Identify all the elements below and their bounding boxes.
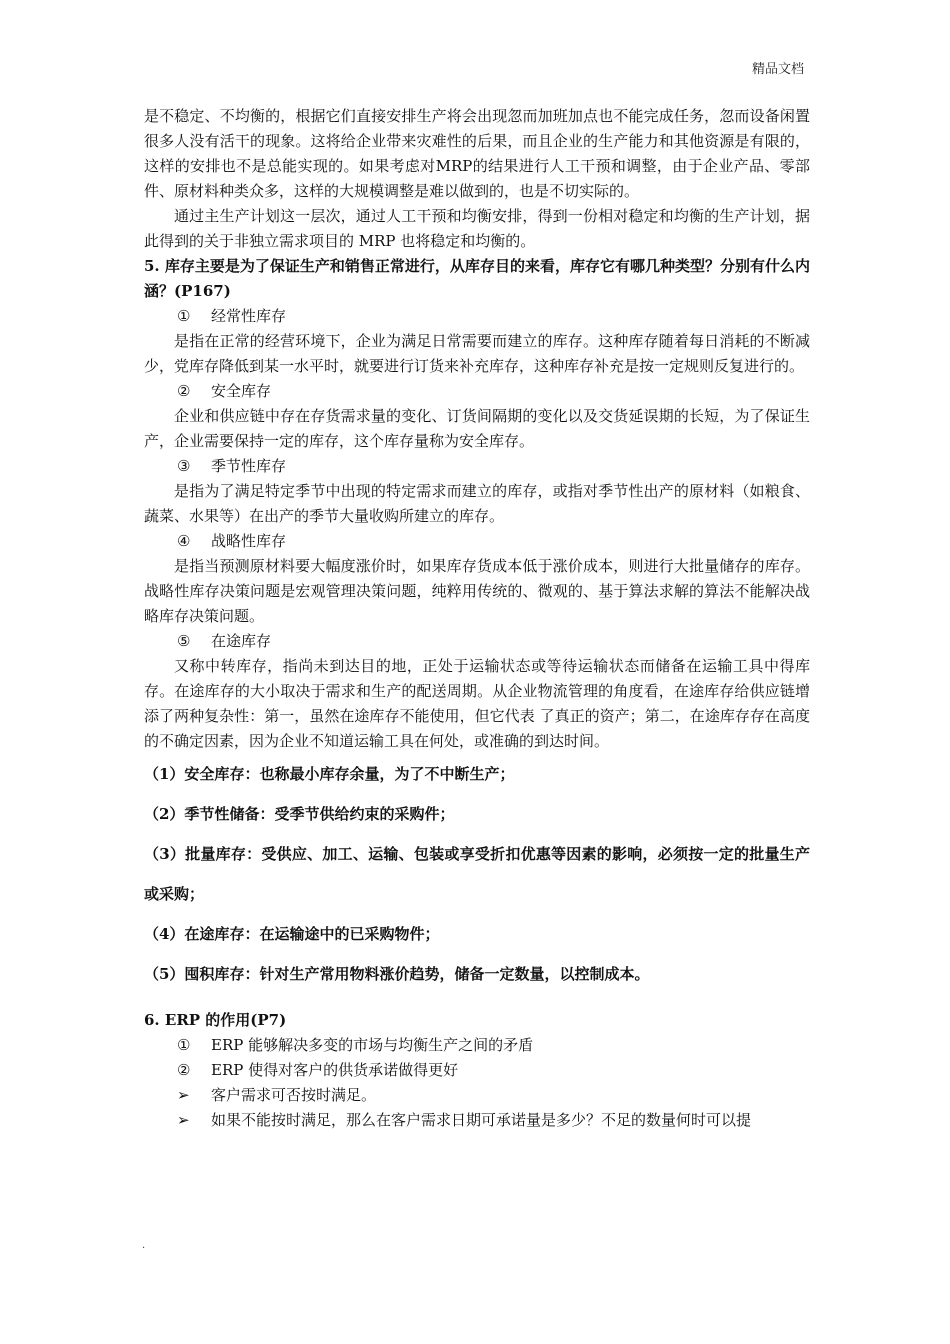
question-6-title: 6. ERP 的作用(P7) [144, 1011, 287, 1029]
type-heading: ⑤ 在途库存 [177, 632, 272, 650]
type-heading: ② 安全库存 [177, 382, 272, 400]
bold-list-item: （3）批量库存：受供应、加工、运输、包装或享受折扣优惠等因素的影响，必须按一定的批量生产或采购； [144, 845, 810, 903]
bold-list-item: （1）安全库存：也称最小库存余量，为了不中断生产； [144, 765, 515, 783]
erp-item: ② ERP 使得对客户的供货承诺做得更好 [177, 1061, 459, 1079]
paragraph: 是不稳定、不均衡的，根据它们直接安排生产将会出现忽而加班加点也不能完成任务，忽而设备闲置很多人没有活干的现象。这将给企业带来灾难性的后果，而且企业的生产能力和其他资源是有限的，这样的安排也不是总能实现的。如果考虑对MRP的结果进行人工干预和调整，由于企业产品、零部件、原材料种类众多，这样的大规模调整是难以做到的，也是不切实际的。 [144, 107, 810, 200]
erp-item: ① ERP 能够解决多变的市场与均衡生产之间的矛盾 [177, 1036, 534, 1054]
type-description: 又称中转库存，指尚未到达目的地，正处于运输状态或等待运输状态而储备在运输工具中得库存。在途库存的大小取决于需求和生产的配送周期。从企业物流管理的角度看，在途库存给供应链增添了两种复杂性：第一，虽然在途库存不能使用，但它代表 了真正的资产；第二，在途库存存在高度的不确定因素，因为企业不知道运输工具在何处，或准确的到达时间。 [144, 657, 810, 750]
paragraph: 通过主生产计划这一层次，通过人工干预和均衡安排，得到一份相对稳定和均衡的生产计划，据此得到的关于非独立需求项目的 MRP 也将稳定和均衡的。 [144, 207, 810, 250]
bold-list-item: （2）季节性储备：受季节供给约束的采购件； [144, 805, 455, 823]
header-label: 精品文档 [751, 62, 804, 77]
question-5-title: 5. 库存主要是为了保证生产和销售正常进行，从库存目的来看，库存它有哪几种类型？分别有什么内涵？(P167) [144, 257, 810, 300]
type-heading: ③ 季节性库存 [177, 457, 287, 475]
type-description: 是指为了满足特定季节中出现的特定需求而建立的库存，或指对季节性出产的原材料（如粮食、蔬菜、水果等）在出产的季节大量收购所建立的库存。 [144, 482, 810, 525]
type-heading: ① 经常性库存 [177, 307, 287, 325]
bold-list [144, 754, 810, 994]
arrow-icon: ➢ [177, 1111, 190, 1129]
arrow-icon: ➢ [177, 1086, 190, 1104]
type-description: 企业和供应链中存在存货需求量的变化、订货间隔期的变化以及交货延误期的长短，为了保证生产，企业需要保持一定的库存，这个库存量称为安全库存。 [144, 407, 810, 450]
erp-subitem: ➢ 客户需求可否按时满足。 [144, 1083, 810, 1108]
document-body [144, 104, 810, 1133]
type-description: 是指在正常的经营环境下，企业为满足日常需要而建立的库存。这种库存随着每日消耗的不断减少，党库存降低到某一水平时，就要进行订货来补充库存，这种库存补充是按一定规则反复进行的。 [144, 332, 810, 375]
bold-list-item: （5）囤积库存：针对生产常用物料涨价趋势，储备一定数量，以控制成本。 [144, 965, 650, 983]
erp-subitem: ➢ 如果不能按时满足，那么在客户需求日期可承诺量是多少？不足的数量何时可以提 [144, 1108, 810, 1133]
type-heading: ④ 战略性库存 [177, 532, 287, 550]
type-description: 是指当预测原材料要大幅度涨价时，如果库存货成本低于涨价成本，则进行大批量储存的库存。战略性库存决策问题是宏观管理决策问题，纯粹用传统的、微观的、基于算法求解的算法不能解决战略库存决策问题。 [144, 557, 810, 625]
footer-mark: . [142, 1240, 146, 1251]
bold-list-item: （4）在途库存：在运输途中的已采购物件； [144, 925, 440, 943]
